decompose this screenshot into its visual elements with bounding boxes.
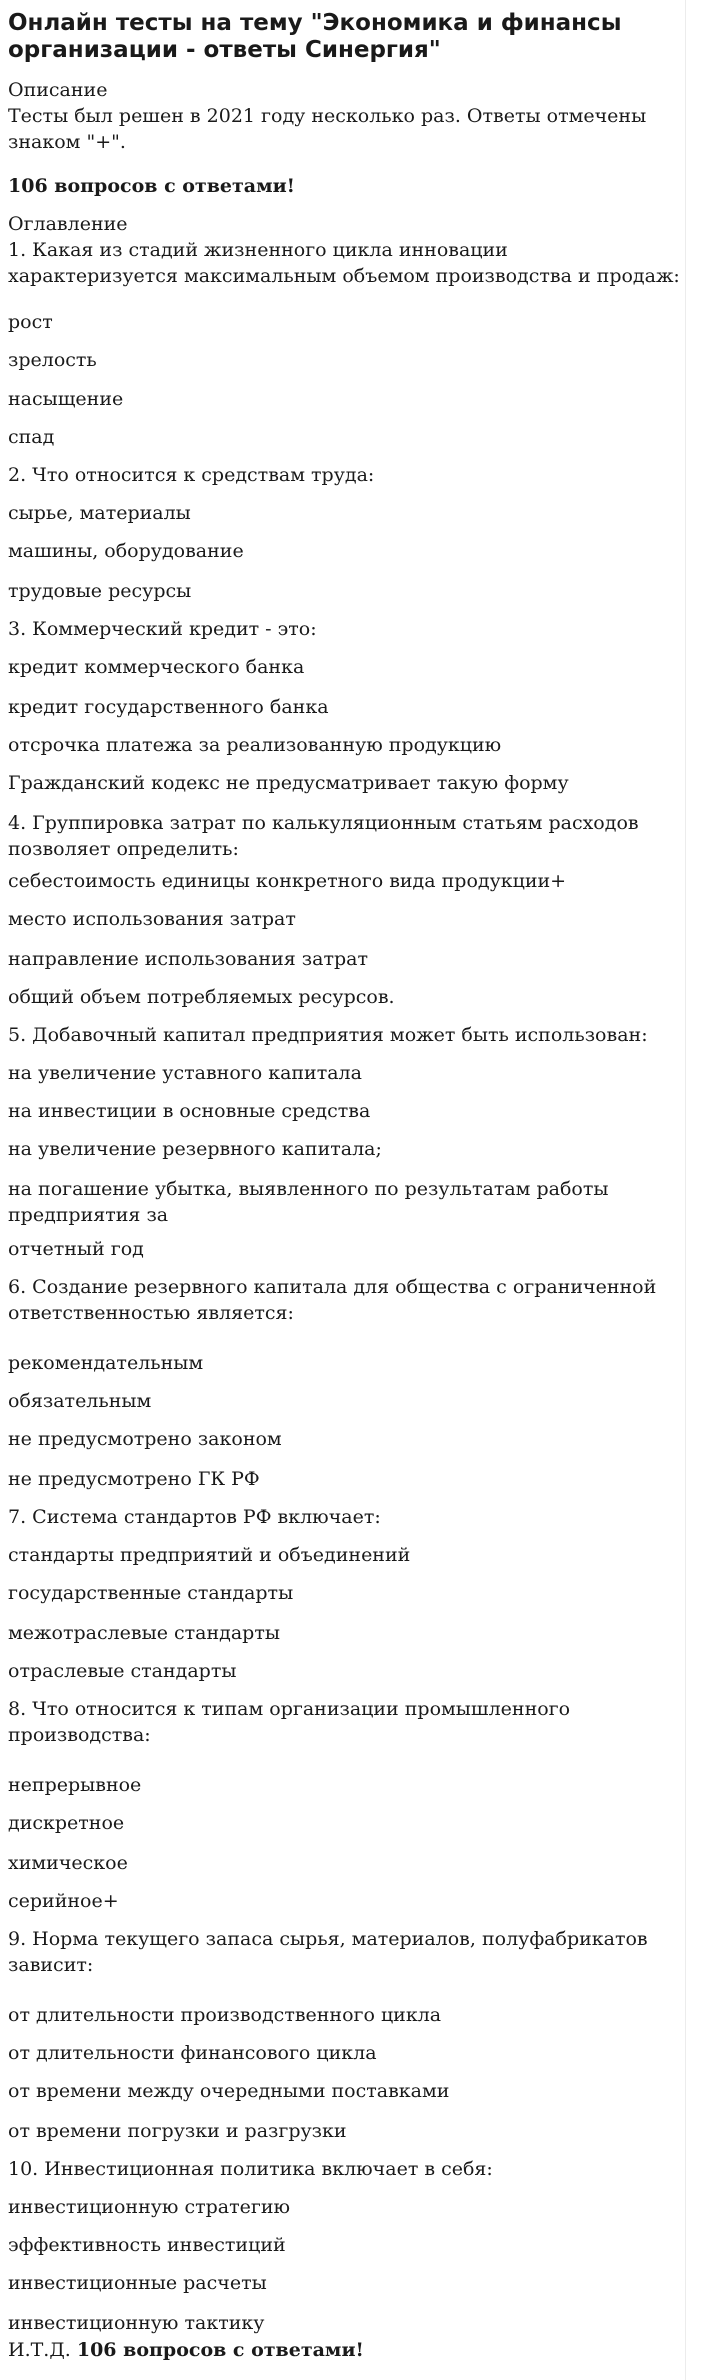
document-page [8,0,686,2380]
answer-option: на погашение убытка, выявленного по результатам работы предприятия за [8,1178,609,1226]
answer-option: не предусмотрено законом [8,1428,282,1450]
answer-option: от длительности финансового цикла [8,2042,377,2064]
answer-option: кредит коммерческого банка [8,656,305,678]
answer-option: эффективность инвестиций [8,2234,286,2256]
question-text: 2. Что относится к средствам труда: [8,464,375,486]
description-text: Тесты был решен в 2021 году несколько раз. Ответы отмечены знаком "+". [8,105,647,153]
answer-option: на увеличение резервного капитала; [8,1138,382,1160]
question-text: 5. Добавочный капитал предприятия может быть использован: [8,1024,648,1046]
answer-option: не предусмотрено ГК РФ [8,1468,260,1490]
answer-option: трудовые ресурсы [8,580,192,602]
question-text: 7. Система стандартов РФ включает: [8,1506,381,1528]
question-text: 4. Группировка затрат по калькуляционным статьям расходов позволяет определить: [8,812,639,860]
footer-prefix: И.Т.Д. [8,2339,77,2361]
answer-option: насыщение [8,388,124,410]
answer-option: от времени между очередными поставками [8,2080,450,2102]
question-text: 3. Коммерческий кредит - это: [8,618,317,640]
answer-option: непрерывное [8,1774,142,1796]
answer-option: серийное+ [8,1890,119,1912]
answer-option: дискретное [8,1812,125,1834]
answer-option: отчетный год [8,1238,144,1260]
answer-option: государственные стандарты [8,1582,294,1604]
toc-heading: Оглавление [8,213,128,235]
answer-option: инвестиционную тактику [8,2312,265,2334]
answer-option: на инвестиции в основные средства [8,1100,371,1122]
answer-option: стандарты предприятий и объединений [8,1544,411,1566]
description-heading: Описание [8,79,108,101]
answer-option: зрелость [8,349,97,371]
question-text: 1. Какая из стадий жизненного цикла инновации характеризуется максимальным объемом производства и продаж: [8,239,680,287]
answer-option: на увеличение уставного капитала [8,1062,362,1084]
answer-option: инвестиционную стратегию [8,2196,291,2218]
answer-option: место использования затрат [8,908,296,930]
answer-option: рекомендательным [8,1352,204,1374]
answer-option: обязательным [8,1390,152,1412]
answer-option: машины, оборудование [8,540,244,562]
answer-option: рост [8,311,53,333]
question-text: 6. Создание резервного капитала для общества с ограниченной ответственностью является: [8,1276,657,1324]
answer-option: от времени погрузки и разгрузки [8,2120,347,2142]
answer-option: спад [8,426,55,448]
answer-option: себестоимость единицы конкретного вида продукции+ [8,870,567,892]
footer-note [8,2337,680,2363]
page-title: Онлайн тесты на тему "Экономика и финансы организации - ответы Синергия" [8,10,622,63]
answer-option: инвестиционные расчеты [8,2272,267,2294]
answer-option: кредит государственного банка [8,696,329,718]
question-text: 8. Что относится к типам организации промышленного производства: [8,1698,571,1746]
question-text: 9. Норма текущего запаса сырья, материалов, полуфабрикатов зависит: [8,1928,648,1976]
answer-option: химическое [8,1852,128,1874]
answer-option: межотраслевые стандарты [8,1622,280,1644]
answer-option: Гражданский кодекс не предусматривает такую форму [8,772,569,794]
answer-option: общий объем потребляемых ресурсов. [8,986,395,1008]
answer-option: отраслевые стандарты [8,1660,237,1682]
question-count-label: 106 вопросов с ответами! [8,175,296,197]
answer-option: от длительности производственного цикла [8,2004,442,2026]
answer-option: направление использования затрат [8,948,368,970]
answer-option: сырье, материалы [8,502,191,524]
answer-option: отсрочка платежа за реализованную продукцию [8,734,502,756]
question-text: 10. Инвестиционная политика включает в себя: [8,2158,493,2180]
footer-count-label: 106 вопросов с ответами! [76,2339,364,2361]
